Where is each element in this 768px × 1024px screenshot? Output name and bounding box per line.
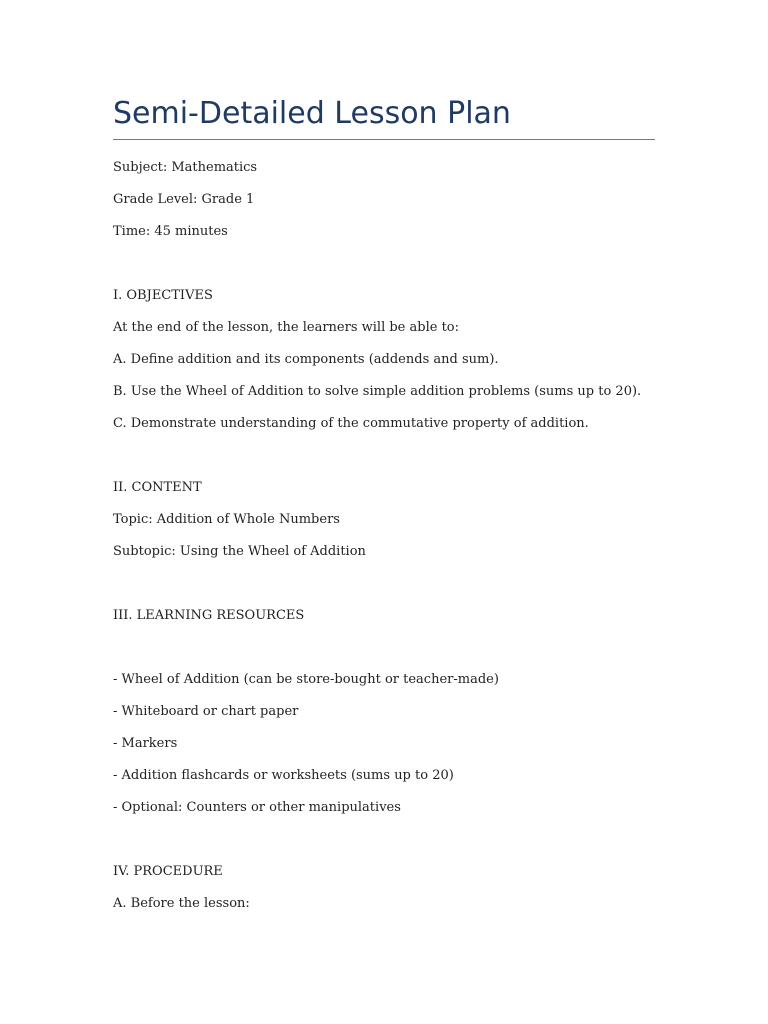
resource-item: - Markers (113, 736, 178, 751)
resources-heading: III. LEARNING RESOURCES (113, 608, 305, 623)
objectives-heading: I. OBJECTIVES (113, 288, 213, 303)
content-heading: II. CONTENT (113, 480, 202, 495)
resource-item: - Optional: Counters or other manipulatives (113, 800, 401, 815)
detail-grade-level: Grade Level: Grade 1 (113, 192, 255, 207)
resource-item: - Addition flashcards or worksheets (sums up to 20) (113, 768, 454, 783)
content-topic: Topic: Addition of Whole Numbers (113, 512, 340, 527)
procedure-heading: IV. PROCEDURE (113, 864, 223, 879)
detail-time: Time: 45 minutes (113, 224, 228, 239)
objective-item-a: A. Define addition and its components (addends and sum). (113, 352, 499, 367)
objective-item-c: C. Demonstrate understanding of the commutative property of addition. (113, 416, 589, 431)
detail-subject: Subject: Mathematics (113, 160, 258, 175)
procedure-sub-a: A. Before the lesson: (113, 896, 250, 911)
document-title: Semi-Detailed Lesson Plan (113, 96, 511, 131)
resource-item: - Whiteboard or chart paper (113, 704, 299, 719)
resource-item: - Wheel of Addition (can be store-bought or teacher-made) (113, 672, 499, 687)
content-subtopic: Subtopic: Using the Wheel of Addition (113, 544, 366, 559)
objectives-intro: At the end of the lesson, the learners will be able to: (113, 320, 459, 335)
title-underline (113, 139, 655, 140)
objective-item-b: B. Use the Wheel of Addition to solve simple addition problems (sums up to 20). (113, 384, 642, 399)
